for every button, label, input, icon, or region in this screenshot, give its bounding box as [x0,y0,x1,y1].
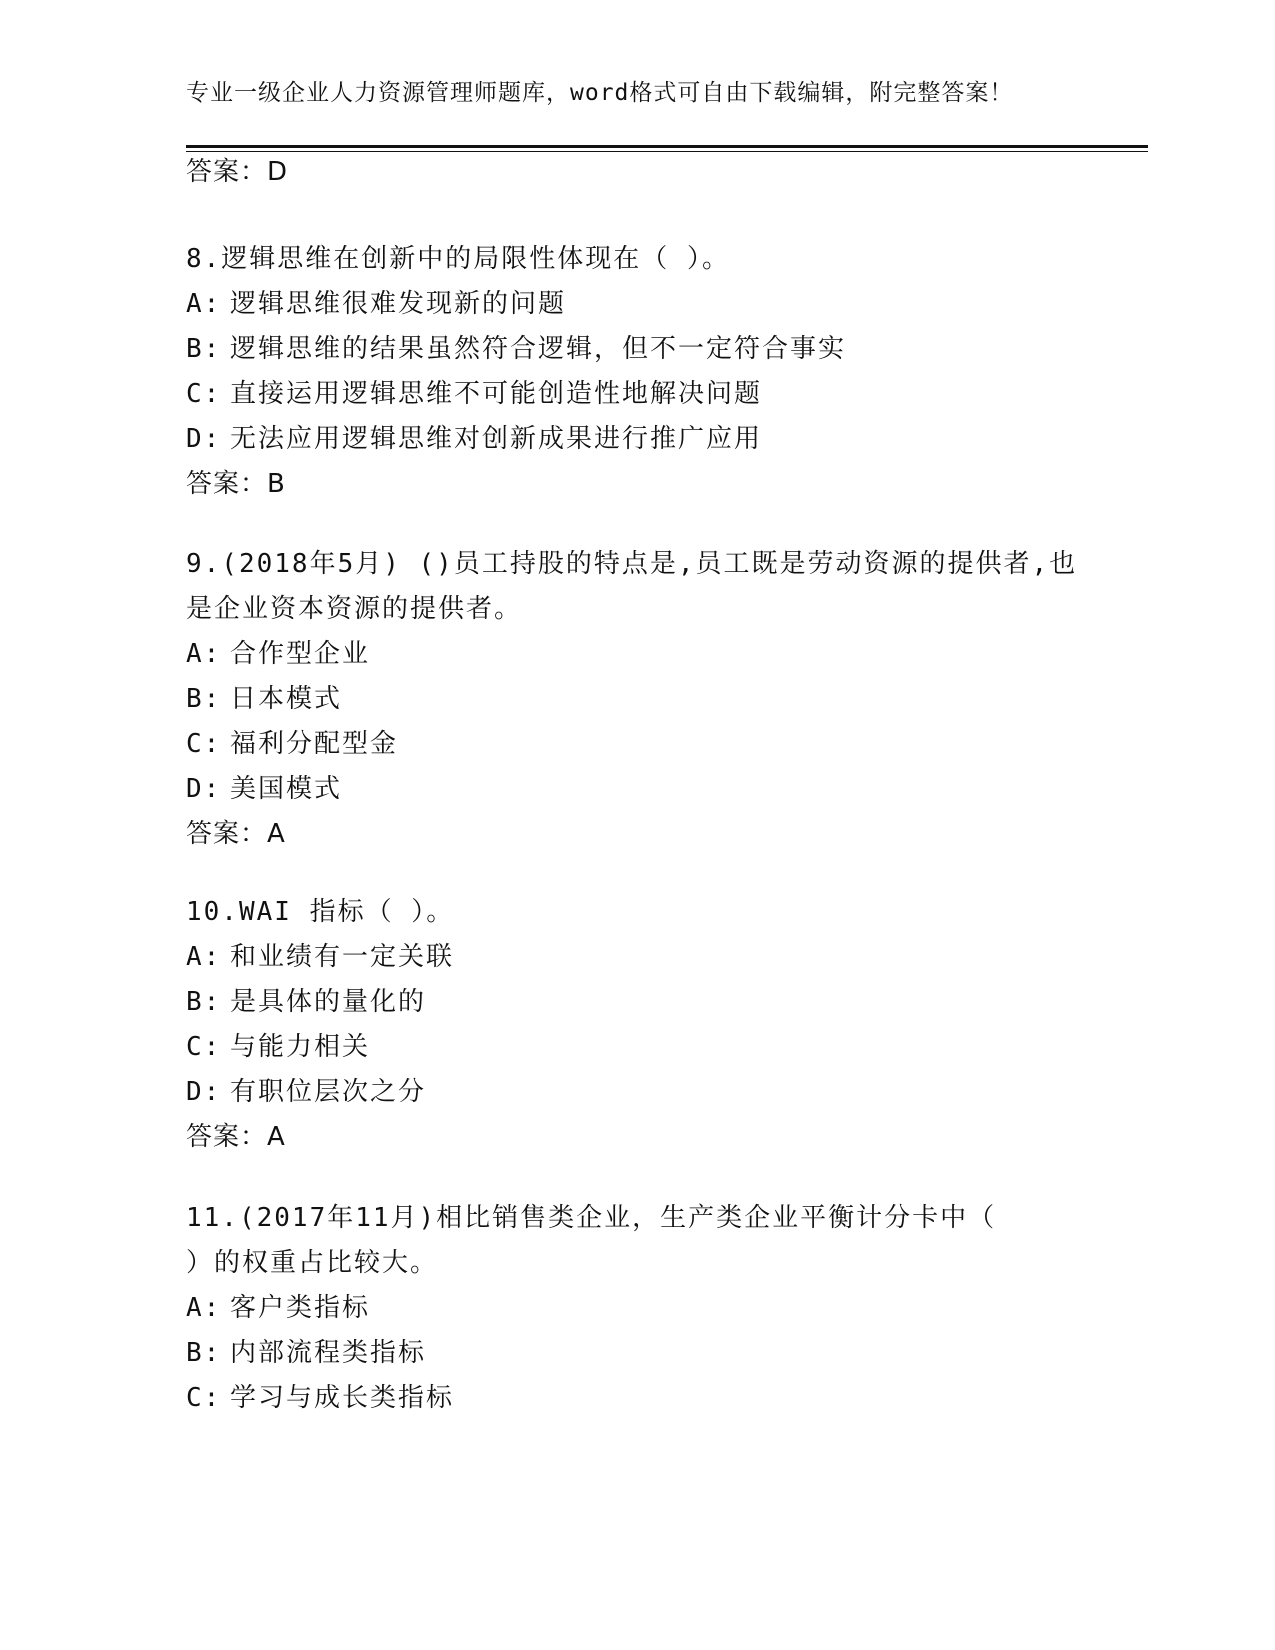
option-b [186,980,1086,1025]
option-letter: B: [186,1338,222,1368]
option-text: 客户类指标 [230,1293,371,1323]
question-9 [186,542,1086,857]
answer-line: 答案：B [186,469,286,499]
option-d [186,417,1086,462]
question-stem-continued: ）的权重占比较大。 [186,1248,439,1278]
option-text: 有职位层次之分 [230,1077,427,1107]
question-8 [186,237,1086,507]
option-letter: B: [186,334,222,364]
option-letter: D: [186,774,222,804]
option-text: 与能力相关 [230,1032,371,1062]
question-stem: 11.(2017年11月)相比销售类企业，生产类企业平衡计分卡中（ [186,1203,997,1233]
answer-line: 答案：D [186,157,289,187]
option-text: 学习与成长类指标 [230,1383,455,1413]
option-letter: C: [186,729,222,759]
option-letter: D: [186,1077,222,1107]
previous-answer-block [186,150,1086,195]
option-c [186,372,1086,417]
page-header: 专业一级企业人力资源管理师题库，word格式可自由下载编辑，附完整答案！ [186,80,1014,106]
option-text: 和业绩有一定关联 [230,942,455,972]
option-a [186,282,1086,327]
option-text: 是具体的量化的 [230,987,427,1017]
question-stem: 8.逻辑思维在创新中的局限性体现在（ ）。 [186,244,730,274]
option-a [186,632,1086,677]
option-b [186,327,1086,372]
question-10 [186,890,1086,1160]
option-text: 内部流程类指标 [230,1338,427,1368]
question-stem: 9.(2018年5月) ()员工持股的特点是,员工既是劳动资源的提供者,也 [186,549,1078,579]
option-text: 逻辑思维很难发现新的问题 [230,289,567,319]
option-b [186,1331,1086,1376]
option-c [186,1025,1086,1070]
option-d [186,1070,1086,1115]
question-11 [186,1196,1086,1421]
option-letter: C: [186,1383,222,1413]
header-rule-thick [186,145,1148,148]
option-b [186,677,1086,722]
option-letter: A: [186,639,222,669]
option-letter: D: [186,424,222,454]
answer-line: 答案：A [186,1122,286,1152]
option-letter: B: [186,987,222,1017]
option-a [186,935,1086,980]
option-text: 美国模式 [230,774,343,804]
option-letter: C: [186,379,222,409]
option-text: 无法应用逻辑思维对创新成果进行推广应用 [230,424,763,454]
option-a [186,1286,1086,1331]
option-letter: B: [186,684,222,714]
option-c [186,1376,1086,1421]
option-text: 逻辑思维的结果虽然符合逻辑，但不一定符合事实 [230,334,847,364]
option-letter: C: [186,1032,222,1062]
option-letter: A: [186,1293,222,1323]
answer-line: 答案：A [186,819,286,849]
option-letter: A: [186,942,222,972]
question-stem: 10.WAI 指标（ ）。 [186,897,455,927]
option-text: 直接运用逻辑思维不可能创造性地解决问题 [230,379,763,409]
option-text: 福利分配型金 [230,729,399,759]
option-text: 日本模式 [230,684,343,714]
option-c [186,722,1086,767]
option-letter: A: [186,289,222,319]
question-stem-continued: 是企业资本资源的提供者。 [186,594,523,624]
option-d [186,767,1086,812]
option-text: 合作型企业 [230,639,371,669]
